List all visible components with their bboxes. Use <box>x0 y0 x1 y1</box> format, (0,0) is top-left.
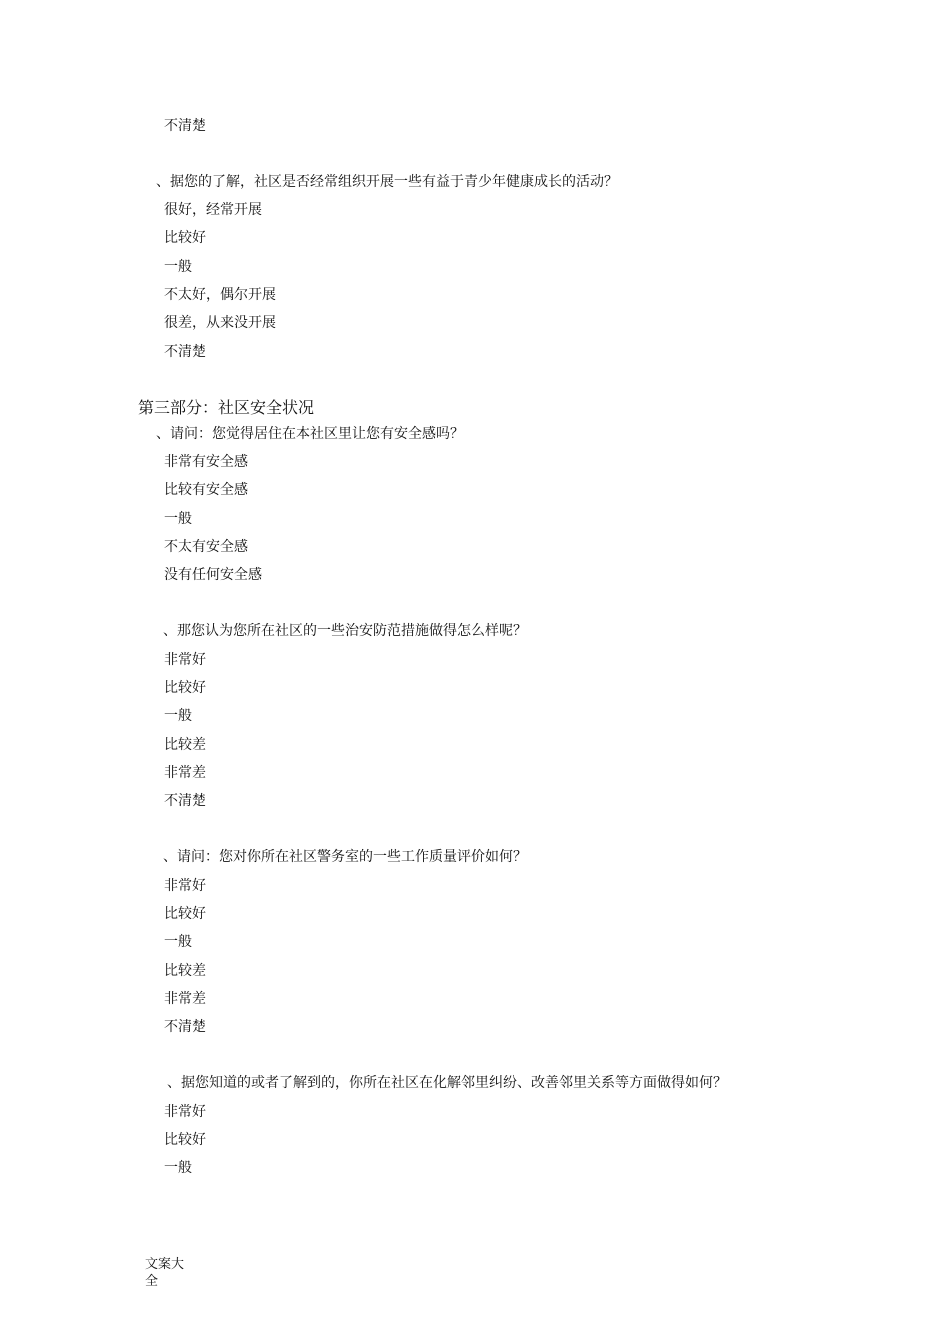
option-unclear: 不清楚 <box>164 118 206 134</box>
option-very-bad: 非常差 <box>164 765 206 781</box>
option-fairly-good: 比较好 <box>164 680 206 696</box>
option-unclear: 不清楚 <box>164 344 206 360</box>
option-fairly-bad: 比较差 <box>164 963 206 979</box>
option-not-very-safe: 不太有安全感 <box>164 539 248 555</box>
option-not-good-occasionally: 不太好，偶尔开展 <box>164 287 276 303</box>
option-fairly-bad: 比较差 <box>164 737 206 753</box>
option-average: 一般 <box>164 934 192 950</box>
question-sense-of-safety: 、请问：您觉得居住在本社区里让您有安全感吗？ <box>156 426 464 442</box>
option-average: 一般 <box>164 259 192 275</box>
option-fairly-good: 比较好 <box>164 230 206 246</box>
option-unclear: 不清楚 <box>164 793 206 809</box>
question-youth-activities: 、据您的了解，社区是否经常组织开展一些有益于青少年健康成长的活动？ <box>156 174 618 190</box>
question-security-measures: 、那您认为您所在社区的一些治安防范措施做得怎么样呢？ <box>163 623 527 639</box>
option-very-good: 非常好 <box>164 1104 206 1120</box>
option-average: 一般 <box>164 708 192 724</box>
option-very-safe: 非常有安全感 <box>164 454 248 470</box>
option-very-good: 非常好 <box>164 878 206 894</box>
section-heading: 第三部分：社区安全状况 <box>138 398 315 417</box>
option-average: 一般 <box>164 511 192 527</box>
option-very-bad: 非常差 <box>164 991 206 1007</box>
option-not-safe-at-all: 没有任何安全感 <box>164 567 262 583</box>
option-unclear: 不清楚 <box>164 1019 206 1035</box>
option-average: 一般 <box>164 1160 192 1176</box>
option-very-bad-never: 很差，从来没开展 <box>164 315 276 331</box>
option-fairly-safe: 比较有安全感 <box>164 482 248 498</box>
question-police-office-quality: 、请问：您对你所在社区警务室的一些工作质量评价如何？ <box>163 849 527 865</box>
option-fairly-good: 比较好 <box>164 1132 206 1148</box>
option-very-good-often: 很好，经常开展 <box>164 202 262 218</box>
footer-text: 文案大全 <box>145 1257 185 1289</box>
option-very-good: 非常好 <box>164 652 206 668</box>
option-fairly-good: 比较好 <box>164 906 206 922</box>
question-neighbor-disputes: 、据您知道的或者了解到的，你所在社区在化解邻里纠纷、改善邻里关系等方面做得如何？ <box>167 1075 727 1091</box>
